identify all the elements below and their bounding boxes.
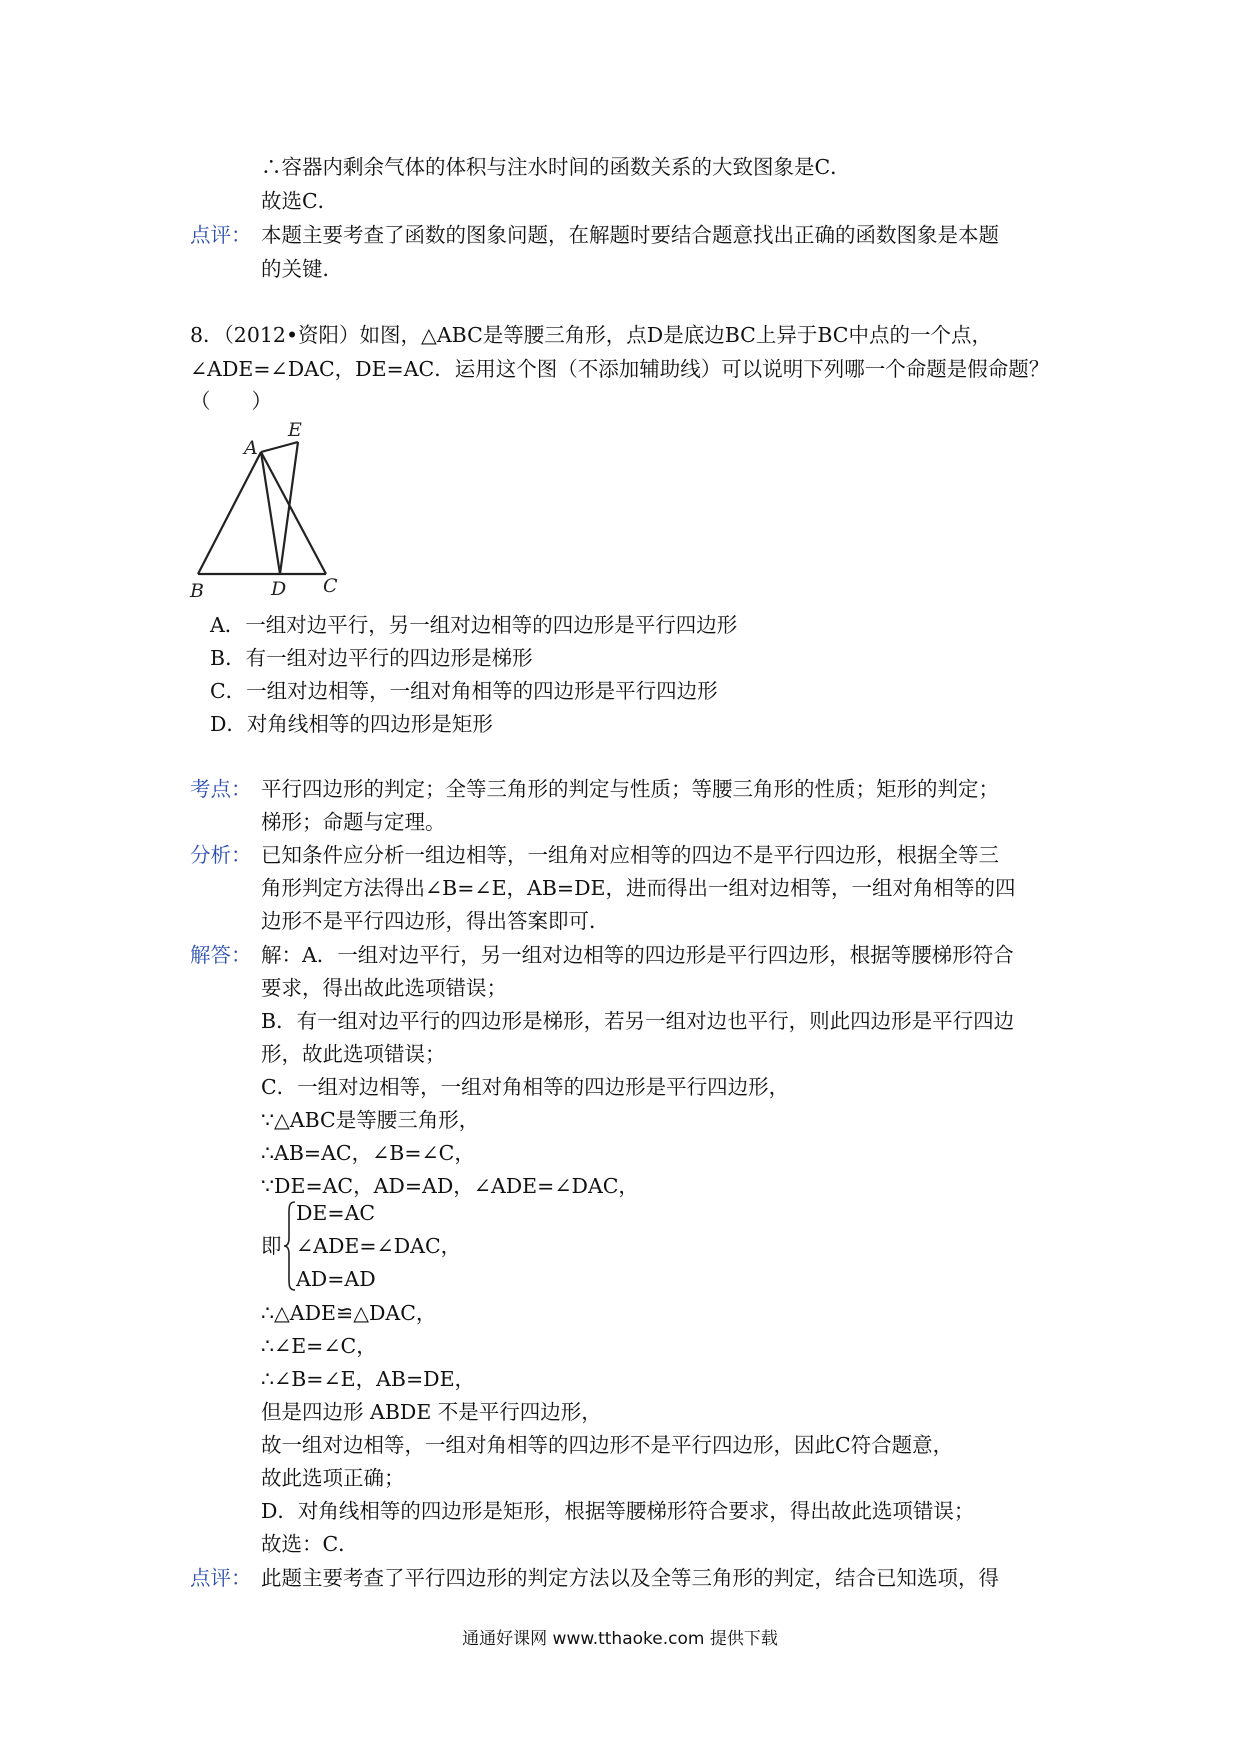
- jieda-line: ∵△ABC是等腰三角形，: [261, 1108, 480, 1132]
- segment-de: [280, 442, 298, 574]
- fenxi-line2: 角形判定方法得出∠B=∠E，AB=DE，进而得出一组对边相等，一组对角相等的四: [261, 876, 1016, 900]
- prev-comment-line1: 本题主要考查了函数的图象问题，在解题时要结合题意找出正确的函数图象是本题: [261, 223, 999, 247]
- kaodian-line1: 平行四边形的判定；全等三角形的判定与性质；等腰三角形的性质；矩形的判定；: [261, 777, 999, 801]
- jieda-line: ∵DE=AC，AD=AD，∠ADE=∠DAC，: [261, 1174, 639, 1198]
- kaodian-label: 考点：: [190, 777, 252, 801]
- segment-ae: [261, 442, 298, 452]
- question-line1: 8．（2012•资阳）如图，△ABC是等腰三角形，点D是底边BC上异于BC中点的一个点，: [190, 323, 992, 347]
- option-c: C．一组对边相等，一组对角相等的四边形是平行四边形: [210, 679, 718, 703]
- label-e: E: [288, 419, 302, 441]
- jieda-label: 解答：: [190, 943, 252, 967]
- dianping-label: 点评：: [190, 1566, 252, 1590]
- jieda-line: 形，故此选项错误；: [261, 1042, 446, 1066]
- jieda-line: D．对角线相等的四边形是矩形，根据等腰梯形符合要求，得出故此选项错误；: [261, 1499, 975, 1523]
- prev-comment-label: 点评：: [190, 223, 252, 247]
- label-b: B: [190, 580, 204, 602]
- jieda-line: B．有一组对边平行的四边形是梯形，若另一组对边也平行，则此四边形是平行四边: [261, 1009, 1015, 1033]
- segment-ab: [198, 452, 261, 574]
- label-d: D: [271, 578, 287, 600]
- jieda-line: ∴∠E=∠C，: [261, 1334, 377, 1358]
- fenxi-line3: 边形不是平行四边形，得出答案即可．: [261, 909, 610, 933]
- question-line3: （ ）: [190, 389, 272, 413]
- fenxi-line1: 已知条件应分析一组边相等，一组角对应相等的四边不是平行四边形，根据全等三: [261, 843, 999, 867]
- system-eq1: DE=AC: [296, 1201, 376, 1225]
- jieda-line: 故一组对边相等，一组对角相等的四边形不是平行四边形，因此C符合题意，: [261, 1433, 954, 1457]
- option-d: D．对角线相等的四边形是矩形: [210, 712, 493, 736]
- jieda-line: 故此选项正确；: [261, 1466, 405, 1490]
- label-c: C: [323, 575, 338, 597]
- option-a: A．一组对边平行，另一组对边相等的四边形是平行四边形: [210, 613, 738, 637]
- system-eq3: AD=AD: [296, 1267, 376, 1291]
- dianping-line1: 此题主要考查了平行四边形的判定方法以及全等三角形的判定，结合已知选项，得: [261, 1566, 999, 1590]
- page-footer: 通通好课网 www.tthaoke.com 提供下载: [462, 1629, 778, 1649]
- label-a: A: [244, 437, 258, 459]
- kaodian-line2: 梯形；命题与定理。: [261, 810, 446, 834]
- system-eq2: ∠ADE=∠DAC，: [296, 1234, 462, 1258]
- jieda-line: 要求，得出故此选项错误；: [261, 976, 507, 1000]
- ji-label: 即: [261, 1234, 282, 1258]
- jieda-line: ∴∠B=∠E，AB=DE，: [261, 1367, 476, 1391]
- fenxi-label: 分析：: [190, 843, 252, 867]
- prev-conclusion: ∴容器内剩余气体的体积与注水时间的函数关系的大致图象是C．: [261, 155, 851, 179]
- question-line2: ∠ADE=∠DAC，DE=AC．运用这个图（不添加辅助线）可以说明下列哪一个命题是假命题？: [190, 357, 1050, 381]
- jieda-line: 故选：C．: [261, 1532, 359, 1556]
- jieda-line: C．一组对边相等，一组对角相等的四边形是平行四边形，: [261, 1075, 790, 1099]
- jieda-line: 但是四边形 ABDE 不是平行四边形，: [261, 1400, 602, 1424]
- left-brace: [283, 1200, 297, 1292]
- triangle-figure: [186, 414, 356, 604]
- jieda-line: ∴AB=AC，∠B=∠C，: [261, 1141, 475, 1165]
- prev-comment-line2: 的关键．: [261, 257, 343, 281]
- jieda-line: 解：A．一组对边平行，另一组对边相等的四边形是平行四边形，根据等腰梯形符合: [261, 943, 1014, 967]
- jieda-line: ∴△ADE≌△DAC，: [261, 1301, 437, 1325]
- prev-answer: 故选C．: [261, 189, 339, 213]
- option-b: B．有一组对边平行的四边形是梯形: [210, 646, 533, 670]
